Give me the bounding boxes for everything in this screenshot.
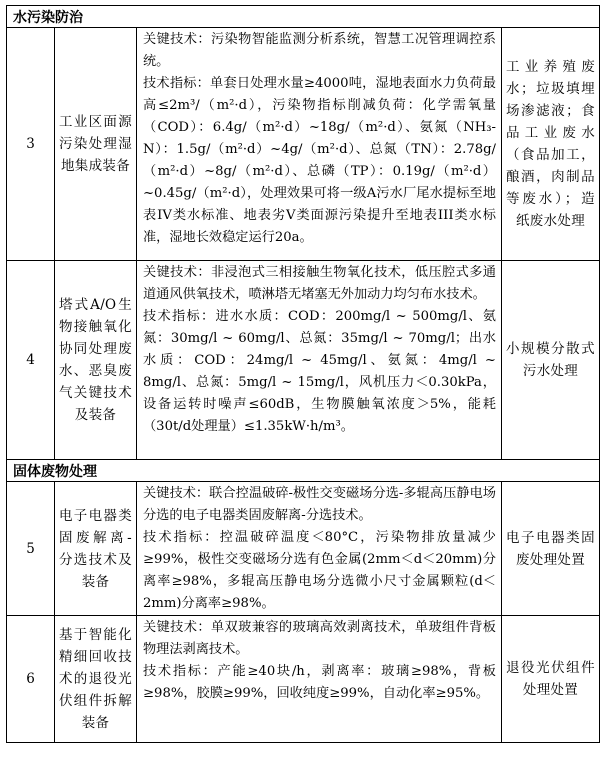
application-field: 小规模分散式污水处理 xyxy=(502,261,600,460)
technical-indicators-text: 技术指标：进水水质：COD：200mg/l ~ 500mg/l、氨氮：30mg/l ~ 60mg/l、总氮：35mg/l ~ 70mg/l；出水水质：COD：24mg/l ~ 45mg/l、氨氮：4mg/l ~ 8mg/l、总氮：5mg/l ~ 15mg/l，风机压力＜0.30kPa，设备运转时噪声≤60dB，生物膜触氧浓度＞5%，能耗（30t/d处理量）≤1.35kW·h/m³。 xyxy=(143,309,496,434)
section-title: 固体废物处理 xyxy=(7,460,600,482)
tech-description xyxy=(137,482,502,616)
key-technology-text: 关键技术：污染物智能监测分析系统，智慧工况管理调控系统。 xyxy=(143,32,496,69)
section-title: 水污染防治 xyxy=(7,6,600,28)
key-technology-text: 关键技术：非浸泡式三相接触生物氧化技术，低压腔式多通道通风供氧技术，喷淋塔无堵塞无外加动力均匀布水技术。 xyxy=(143,265,496,302)
key-technology-text: 关键技术：单双玻兼容的玻璃高效剥离技术，单玻组件背板物理法剥离技术。 xyxy=(143,620,496,657)
table-row xyxy=(7,616,600,743)
technology-table xyxy=(6,5,600,743)
section-header-row xyxy=(7,460,600,482)
technical-indicators-text: 技术指标：控温破碎温度＜80°C，污染物排放量减少≥99%，极性交变磁场分选有色金属(2mm＜d＜20mm)分离率≥98%，多辊高压静电场分选微小尺寸金属颗粒(d＜2mm)分离率≥98%。 xyxy=(143,530,496,611)
application-field: 工业养殖废水；垃圾填埋场渗滤液；食品工业废水（食品加工，酿酒，肉制品等废水）；造纸废水处理 xyxy=(502,28,600,261)
tech-name: 基于智能化精细回收技术的退役光伏组件拆解装备 xyxy=(55,616,137,743)
tech-name: 工业区面源污染处理湿地集成装备 xyxy=(55,28,137,261)
technical-indicators-text: 技术指标：单套日处理水量≥4000吨，湿地表面水力负荷最高≤2m³/（m²·d），污染物指标削减负荷：化学需氧量（COD）：6.4g/（m²·d）~18g/（m²·d）、氨氮（NH₃-N）：1.5g/（m²·d）~4g/（m²·d）、总氮（TN）：2.78g/（m²·d）~8g/（m²·d）、总磷（TP）：0.19g/（m²·d）~0.45g/（m²·d），处理效果可将一级A污水厂尾水提标至地表IV类水标准、地表劣V类面源污染提升至地表III类水标准，湿地长效稳定运行20a。 xyxy=(143,76,496,245)
tech-name: 电子电器类固废解离-分选技术及装备 xyxy=(55,482,137,616)
table-row xyxy=(7,261,600,460)
tech-name: 塔式A/O生物接触氧化协同处理废水、恶臭废气关键技术及装备 xyxy=(55,261,137,460)
tech-description xyxy=(137,261,502,460)
table-row xyxy=(7,28,600,261)
row-index: 6 xyxy=(7,616,55,743)
section-header-row xyxy=(7,6,600,28)
key-technology-text: 关键技术：联合控温破碎-极性交变磁场分选-多辊高压静电场分选的电子电器类固废解离-分选技术。 xyxy=(143,486,496,523)
table-row xyxy=(7,482,600,616)
tech-description xyxy=(137,28,502,261)
application-field: 电子电器类固废处理处置 xyxy=(502,482,600,616)
row-index: 5 xyxy=(7,482,55,616)
tech-description xyxy=(137,616,502,743)
technical-indicators-text: 技术指标：产能≥40块/h，剥离率：玻璃≥98%，背板≥98%，胶膜≥99%，回收纯度≥99%，自动化率≥95%。 xyxy=(143,664,496,701)
row-index: 3 xyxy=(7,28,55,261)
application-field: 退役光伏组件处理处置 xyxy=(502,616,600,743)
row-index: 4 xyxy=(7,261,55,460)
